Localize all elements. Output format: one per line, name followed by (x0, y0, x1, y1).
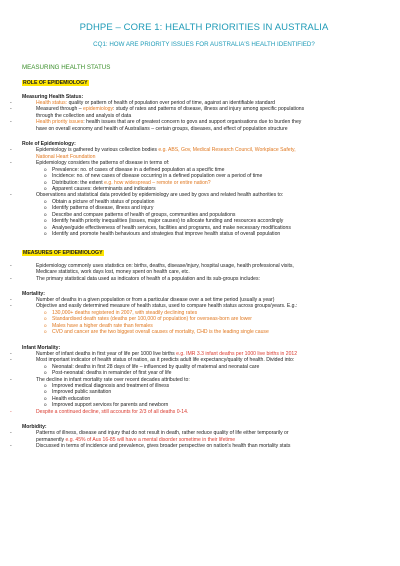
role-heading: ROLE OF EPIDEMIOLOGY (23, 80, 88, 86)
sub-list-item: o Post-neonatal: deaths in remainder of first year of life (22, 370, 386, 376)
measures-list (22, 263, 386, 282)
mortality-list (22, 297, 386, 336)
sub-list-item: o Improved medical diagnosis and treatment of illness (22, 383, 386, 389)
mortality-heading: Mortality: (22, 290, 45, 297)
sub-list-item: o Apparent causes: determinants and indicators (22, 186, 386, 192)
sub-list-item: o Analyse/guide effectiveness of health services, facilities and programs, and make necessary modifications (22, 225, 386, 231)
sub-list-item: o Obtain a picture of health status of population (22, 199, 386, 205)
infant-mortality-heading: Infant Mortality: (22, 344, 61, 351)
measures-heading: MEASURES OF EPIDEMIOLOGY (23, 249, 103, 256)
list-item: - Epidemiology considers the patterns of disease in terms of: (22, 160, 386, 166)
sub-list-item: o Identify and promote health behaviours and strategies that improve health status of overall population (22, 231, 386, 237)
sub-list-item: o Males have a higher death rate than females (22, 323, 386, 329)
list-item-continuation: Medicare statistics, work days lost, money spent on health care, etc. (36, 269, 190, 276)
sub-list-item: o CVD and cancer are the two biggest overall causes of mortality, CHD is the leading single cause (22, 329, 386, 335)
list-item: - Number of deaths in a given population or from a particular disease over a set time period (usually a year) (22, 297, 386, 303)
sub-list-item: o Prevalence: no. of cases of disease in a defined population at a specific time (22, 167, 386, 173)
list-item-continuation: through the collection and analysis of data (36, 112, 132, 119)
list-item: - The primary statistical data used as indicators of health of a population and its sub-groups includes: (22, 276, 386, 282)
list-item: - Most important indicator of health status of nation, as it predicts adult life expectancy/quality of health. Divided into: (22, 357, 386, 363)
sub-list-item: o Identify patterns of disease, illness and injury (22, 205, 386, 211)
list-item: - Observations and statistical data provided by epidemiology are used by govs and related health authorities to: (22, 192, 386, 198)
morbidity-heading: Morbidity: (22, 424, 47, 431)
sub-list-item: o Neonatal: deaths in first 28 days of life – influenced by quality of maternal and neonatal care (22, 364, 386, 370)
list-item: - Epidemiology is gathered by various collection bodies e.g. ABS, Gov, Medical Research Council, Workplace Safety, (22, 147, 386, 153)
section-title: MEASURING HEALTH STATUS (22, 64, 111, 71)
measuring-heading: Measuring Health Status: (22, 94, 84, 100)
sub-list-item: o Describe and compare patterns of health of groups, communities and populations (22, 212, 386, 218)
list-item: - Health status: quality or pattern of health of population over period of time, against an identifiable standard (22, 100, 386, 106)
sub-list-item: o Improved support services for parents and newborn (22, 402, 386, 408)
page-title: PDHPE – CORE 1: HEALTH PRIORITIES IN AUSTRALIA (79, 22, 329, 33)
morbidity-list (22, 430, 386, 449)
list-item: - The decline in infant mortality rate over recent decades attributed to: (22, 377, 386, 383)
list-item: - Measured through – epidemiology: study of rates and patterns of disease, illness and injury among specific populations (22, 106, 386, 112)
measuring-list (22, 100, 386, 132)
list-item: - Health priority issues: health issues that are of greatest concern to govs and support organisations due to burden they (22, 119, 386, 125)
sub-list-item: o Health education (22, 396, 386, 402)
sub-list-item: o Improved public sanitation (22, 389, 386, 395)
sub-list-item: o Identify health priority inequalities (issues, major causes) to allocate funding and resources accordingly (22, 218, 386, 224)
list-item: - Discussed in terms of incidence and prevalence, gives broader perspective on nation's health than mortality stats (22, 443, 386, 449)
sub-list-item: o Incidence: no. of new cases of disease occurring in a defined population over a period of time (22, 173, 386, 179)
page-subtitle: CQ1: HOW ARE PRIORITY ISSUES FOR AUSTRALIA'S HEALTH IDENTIFIED? (93, 41, 315, 48)
role-subheading: Role of Epidemiology: (22, 141, 76, 148)
list-item-continuation: National Heart Foundation (36, 153, 96, 160)
sub-list-item: o Standardised death rates (deaths per 100,000 of population) for overseas-born are lower (22, 316, 386, 322)
infant-mortality-list (22, 351, 386, 416)
role-list (22, 147, 386, 237)
list-item: - Epidemiology commonly uses statistics on: births, deaths, disease/injury, hospital usage, health professional visits, (22, 263, 386, 269)
list-item: - Patterns of illness, disease and injury that do not result in death, rather reduce quality of life either temporarily or (22, 430, 386, 436)
list-item: - Number of infant deaths in first year of life per 1000 live births e.g. IMR 3.3 infant deaths per 1000 live births in 2012 (22, 351, 386, 357)
list-item-continuation: have on overall economy and health of Australians – certain groups, diseases, and effect of population structure (36, 125, 288, 132)
list-item: - Objective and easily determined measure of health status, used to compare health status across groups/years. E.g.: (22, 303, 386, 309)
sub-list-item: o 130,000+ deaths registered in 2007, with steadily declining rates (22, 310, 386, 316)
list-item-continuation: permanently e.g. 45% of Aus 16-85 will have a mental disorder sometime in their lifetime (36, 436, 236, 443)
list-item: - Despite a continued decline, still accounts for 2/3 of all deaths 0-14. (22, 409, 386, 415)
sub-list-item: o Distribution: the extent e.g. how widespread – remote or entire nation? (22, 180, 386, 186)
